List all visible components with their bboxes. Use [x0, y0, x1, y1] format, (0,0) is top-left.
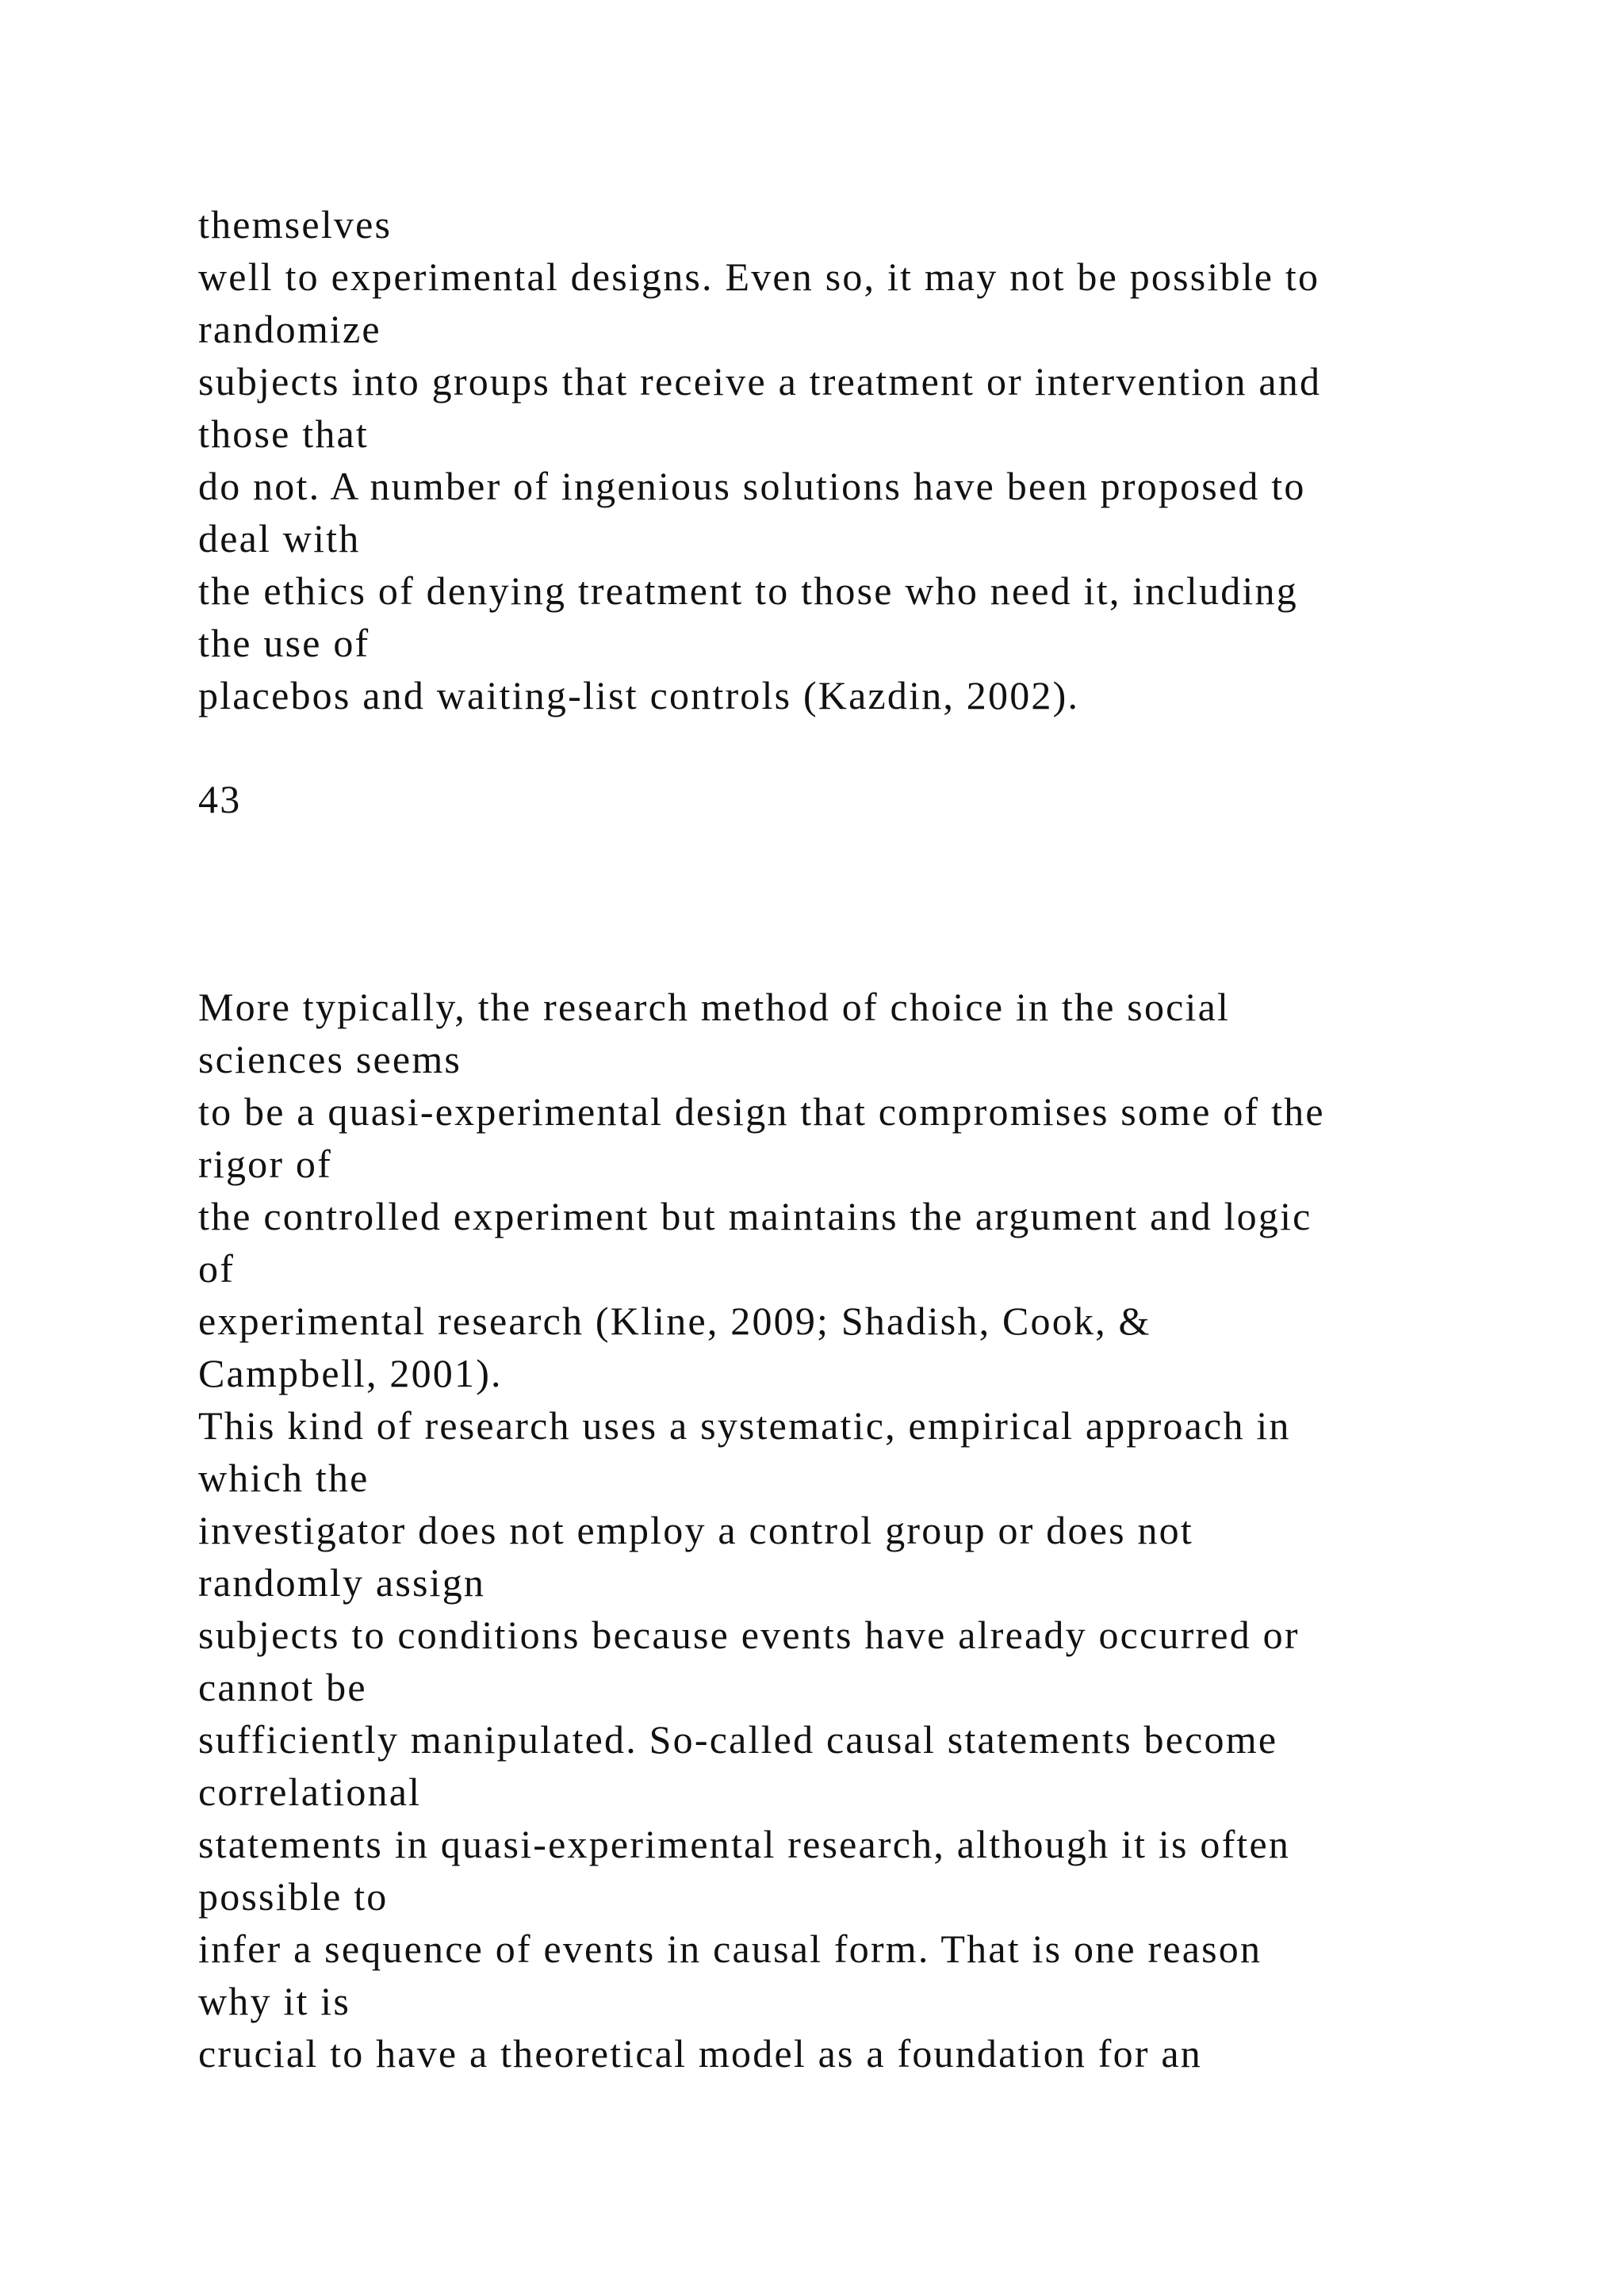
- text-line: sufficiently manipulated. So-called causal statements become: [198, 1717, 1278, 1762]
- text-line: crucial to have a theoretical model as a foundation for an: [198, 2031, 1203, 2076]
- page-number: 43: [198, 777, 242, 821]
- text-line: experimental research (Kline, 2009; Shadish, Cook, &: [198, 1299, 1151, 1343]
- text-line: statements in quasi-experimental research, although it is often: [198, 1822, 1291, 1866]
- text-line: sciences seems: [198, 1037, 462, 1081]
- text-line: More typically, the research method of choice in the social: [198, 985, 1231, 1029]
- text-line: which the: [198, 1456, 370, 1500]
- text-line: correlational: [198, 1770, 422, 1814]
- text-line: do not. A number of ingenious solutions have been proposed to: [198, 464, 1306, 508]
- text-line: well to experimental designs. Even so, it may not be possible to: [198, 254, 1320, 299]
- text-line: infer a sequence of events in causal form. That is one reason: [198, 1927, 1262, 1971]
- text-line: rigor of: [198, 1142, 332, 1186]
- text-line: Campbell, 2001).: [198, 1351, 503, 1395]
- text-line: investigator does not employ a control group or does not: [198, 1508, 1193, 1552]
- text-line: the controlled experiment but maintains the argument and logic: [198, 1194, 1312, 1238]
- text-line: why it is: [198, 1979, 351, 2023]
- text-line: the ethics of denying treatment to those who need it, including: [198, 568, 1298, 613]
- text-line: placebos and waiting-list controls (Kazdin, 2002).: [198, 673, 1080, 718]
- text-line: This kind of research uses a systematic, empirical approach in: [198, 1403, 1291, 1448]
- text-line: randomize: [198, 307, 381, 351]
- text-line: of: [198, 1246, 236, 1291]
- text-line: possible to: [198, 1874, 389, 1919]
- text-line: deal with: [198, 516, 361, 561]
- text-line: cannot be: [198, 1665, 367, 1709]
- text-line: randomly assign: [198, 1560, 486, 1605]
- text-line: themselves: [198, 202, 393, 247]
- text-line: subjects to conditions because events have already occurred or: [198, 1613, 1300, 1657]
- text-line: subjects into groups that receive a treatment or intervention and: [198, 359, 1322, 404]
- text-line: the use of: [198, 621, 370, 665]
- text-line: those that: [198, 411, 370, 456]
- text-line: to be a quasi-experimental design that compromises some of the: [198, 1089, 1325, 1134]
